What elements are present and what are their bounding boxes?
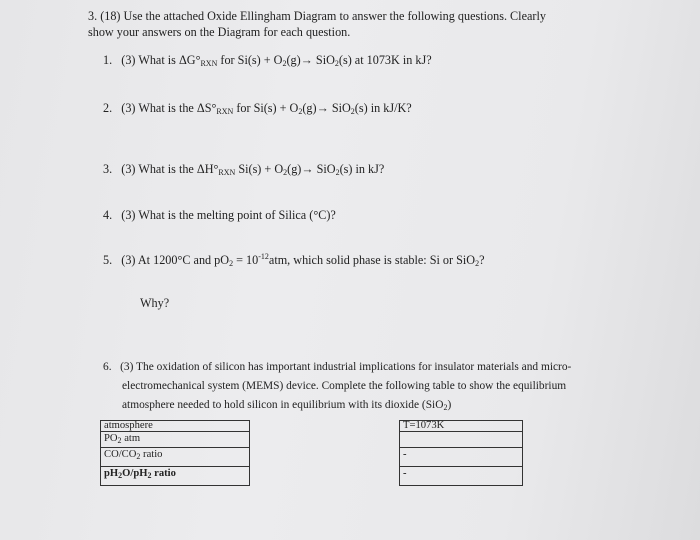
question-6-line-2: electromechanical system (MEMS) device. Complete the following table to show the equilibrium [122,380,567,392]
question-5: 5. (3) At 1200°C and $pO_2 = 10^{-12}atm$, which solid phase is stable: Si or SiO$_2$? [103,252,485,268]
h2o-h2-answer-cell[interactable]: - [400,467,523,486]
question-4: 4. (3) What is the melting point of Silica (°C)? [103,208,336,222]
co-co2-row-label: $CO/CO_2$ ratio [101,448,250,467]
question-3-header-cont: show your answers on the Diagram for each question. [88,25,351,39]
temperature-table [399,420,523,486]
question-1: 1. (3) What is $\Delta G^\circ_{RXN}$ for $Si(s) + O_2(g)\to SiO_2(s)$ at 1073K in kJ? [103,53,432,68]
question-3-header: 3. (18) Use the attached Oxide Ellingham Diagram to answer the following questions. Clearly [88,9,546,23]
question-6-line-3: atmosphere needed to hold silicon in equilibrium with its dioxide (SiO$_2$) [122,399,452,412]
co-co2-answer-cell[interactable]: - [400,448,523,467]
atmosphere-header: atmosphere [101,421,250,432]
temperature-header: T=1073K [400,421,523,432]
atmosphere-table [100,420,250,486]
question-2: 2. (3) What is the $\Delta S^\circ_{RXN}$ for $Si(s) + O_2(g)\to SiO_2(s)$ in kJ/K? [103,101,412,116]
po2-answer-cell[interactable] [400,432,523,448]
po2-row-label: $PO_2$ atm [101,432,250,448]
why-prompt: Why? [140,296,170,310]
question-3: 3. (3) What is the $\Delta H^\circ_{RXN}$ $Si(s) + O_2(g)\to SiO_2(s)$ in kJ? [103,162,385,177]
question-6-line-1: 6. (3) The oxidation of silicon has important industrial implications for insulator materials and micro- [103,361,572,373]
h2o-h2-row-label: $pH_2O/pH_2$ ratio [101,467,250,486]
